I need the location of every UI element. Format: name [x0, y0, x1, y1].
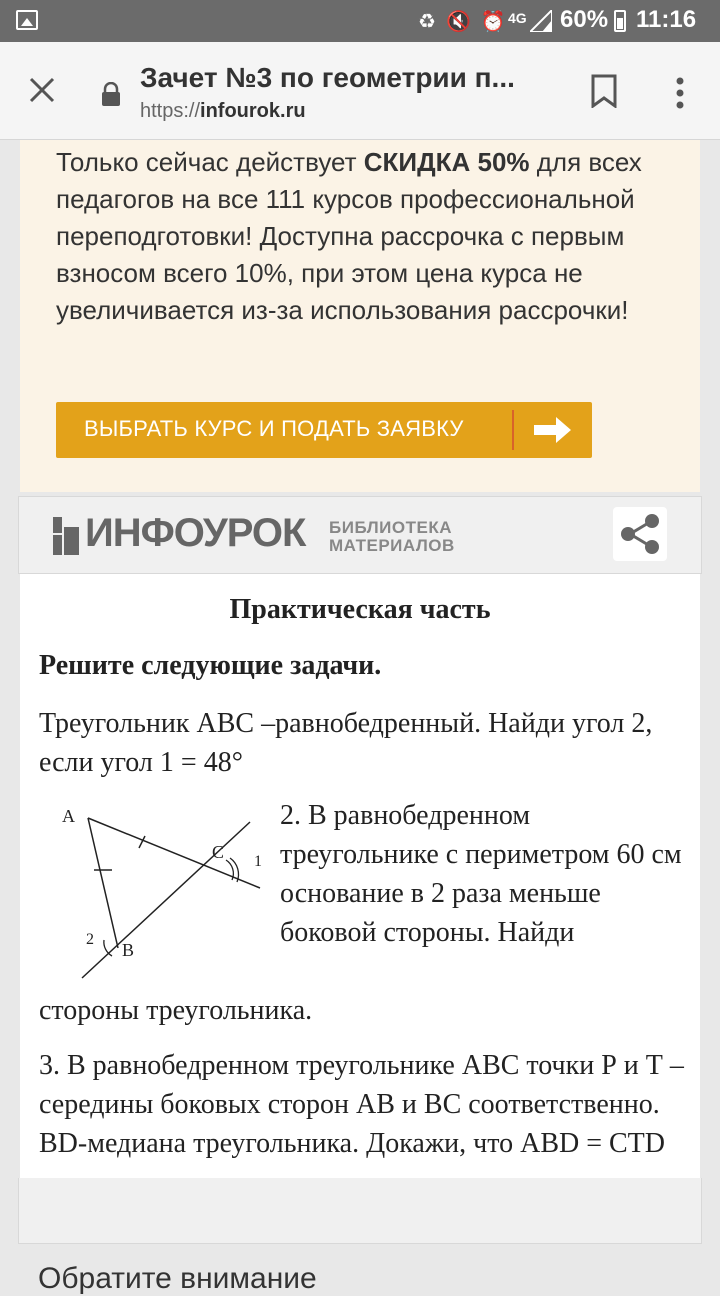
logo-subtitle-line2: МАТЕРИАЛОВ: [329, 536, 455, 555]
label-angle-1: 1: [254, 853, 262, 870]
share-icon: [613, 507, 667, 561]
url-scheme: https://: [140, 100, 201, 122]
label-a: A: [62, 806, 75, 826]
choose-course-button-label: ВЫБРАТЬ КУРС И ПОДАТЬ ЗАЯВКУ: [84, 416, 464, 441]
battery-percent: 60%: [560, 6, 609, 33]
task-2: 2. В равнобедренном треугольнике с периметром 60 см основание в 2 раза меньше боковой стороны. Найди: [280, 800, 682, 948]
logo-subtitle: [329, 519, 455, 555]
label-b: B: [122, 940, 135, 960]
recycle-icon: ♻: [418, 10, 436, 33]
browser-toolbar: [0, 42, 720, 140]
page-title[interactable]: Зачет №3 по геометрии п...: [140, 62, 515, 93]
promo-discount: СКИДКА 50%: [363, 147, 530, 177]
logo-text: ИНФОУРОК: [85, 511, 306, 555]
signal-icon: [530, 10, 552, 32]
doc-title: Практическая часть: [229, 594, 491, 625]
viewer-header: [18, 496, 702, 574]
task-1: Треугольник АВС –равнобедренный. Найди угол 2, если угол 1 = 48°: [39, 708, 653, 778]
choose-course-button[interactable]: [56, 402, 592, 458]
gallery-notification-icon: [16, 10, 38, 30]
battery-icon: [614, 10, 626, 32]
promo-text-end: для всех педагогов на все 111 курсов профессиональной переподготовки! Доступна рассрочка с первым взносом всего 10%, при этом цена курса не увеличивается из-за использования рассрочки!: [56, 147, 642, 325]
arrow-right-icon: [534, 416, 572, 444]
overflow-menu-icon[interactable]: [670, 76, 690, 110]
bookmark-icon[interactable]: [590, 74, 618, 108]
task-2-continued: стороны треугольника.: [39, 995, 313, 1026]
label-angle-2: 2: [86, 931, 94, 948]
document-page: [20, 574, 700, 1178]
triangle-figure: [50, 800, 290, 984]
task-3: 3. В равнобедренном треугольнике АВС точки Р и Т – середины боковых сторон АВ и ВС соответственно. BD-медиана треугольника. Докажи, что ABD = CTD: [39, 1050, 684, 1159]
promo-card: [20, 140, 700, 492]
promo-text-start: Только сейчас действует: [56, 147, 364, 177]
url-bar[interactable]: [140, 100, 306, 123]
mute-icon: 🔇: [445, 10, 471, 33]
share-button[interactable]: [613, 507, 667, 561]
url-host: infourok.ru: [200, 100, 306, 122]
viewer-footer: [18, 1178, 702, 1244]
doc-subtitle: Решите следующие задачи.: [39, 650, 382, 681]
promo-text: [56, 144, 676, 329]
network-type: 4G: [508, 10, 527, 26]
alarm-icon: ⏰: [480, 10, 506, 33]
label-c: C: [212, 842, 225, 862]
clock: 11:16: [636, 6, 697, 33]
logo-subtitle-line1: БИБЛИОТЕКА: [329, 518, 452, 537]
status-icons: [418, 8, 506, 34]
close-icon[interactable]: [26, 74, 58, 106]
status-bar: [0, 0, 720, 42]
infourok-logo-icon: [53, 517, 79, 555]
button-divider: [512, 410, 514, 450]
lock-icon: [100, 82, 122, 106]
bottom-text: Обратите внимание: [38, 1262, 317, 1295]
